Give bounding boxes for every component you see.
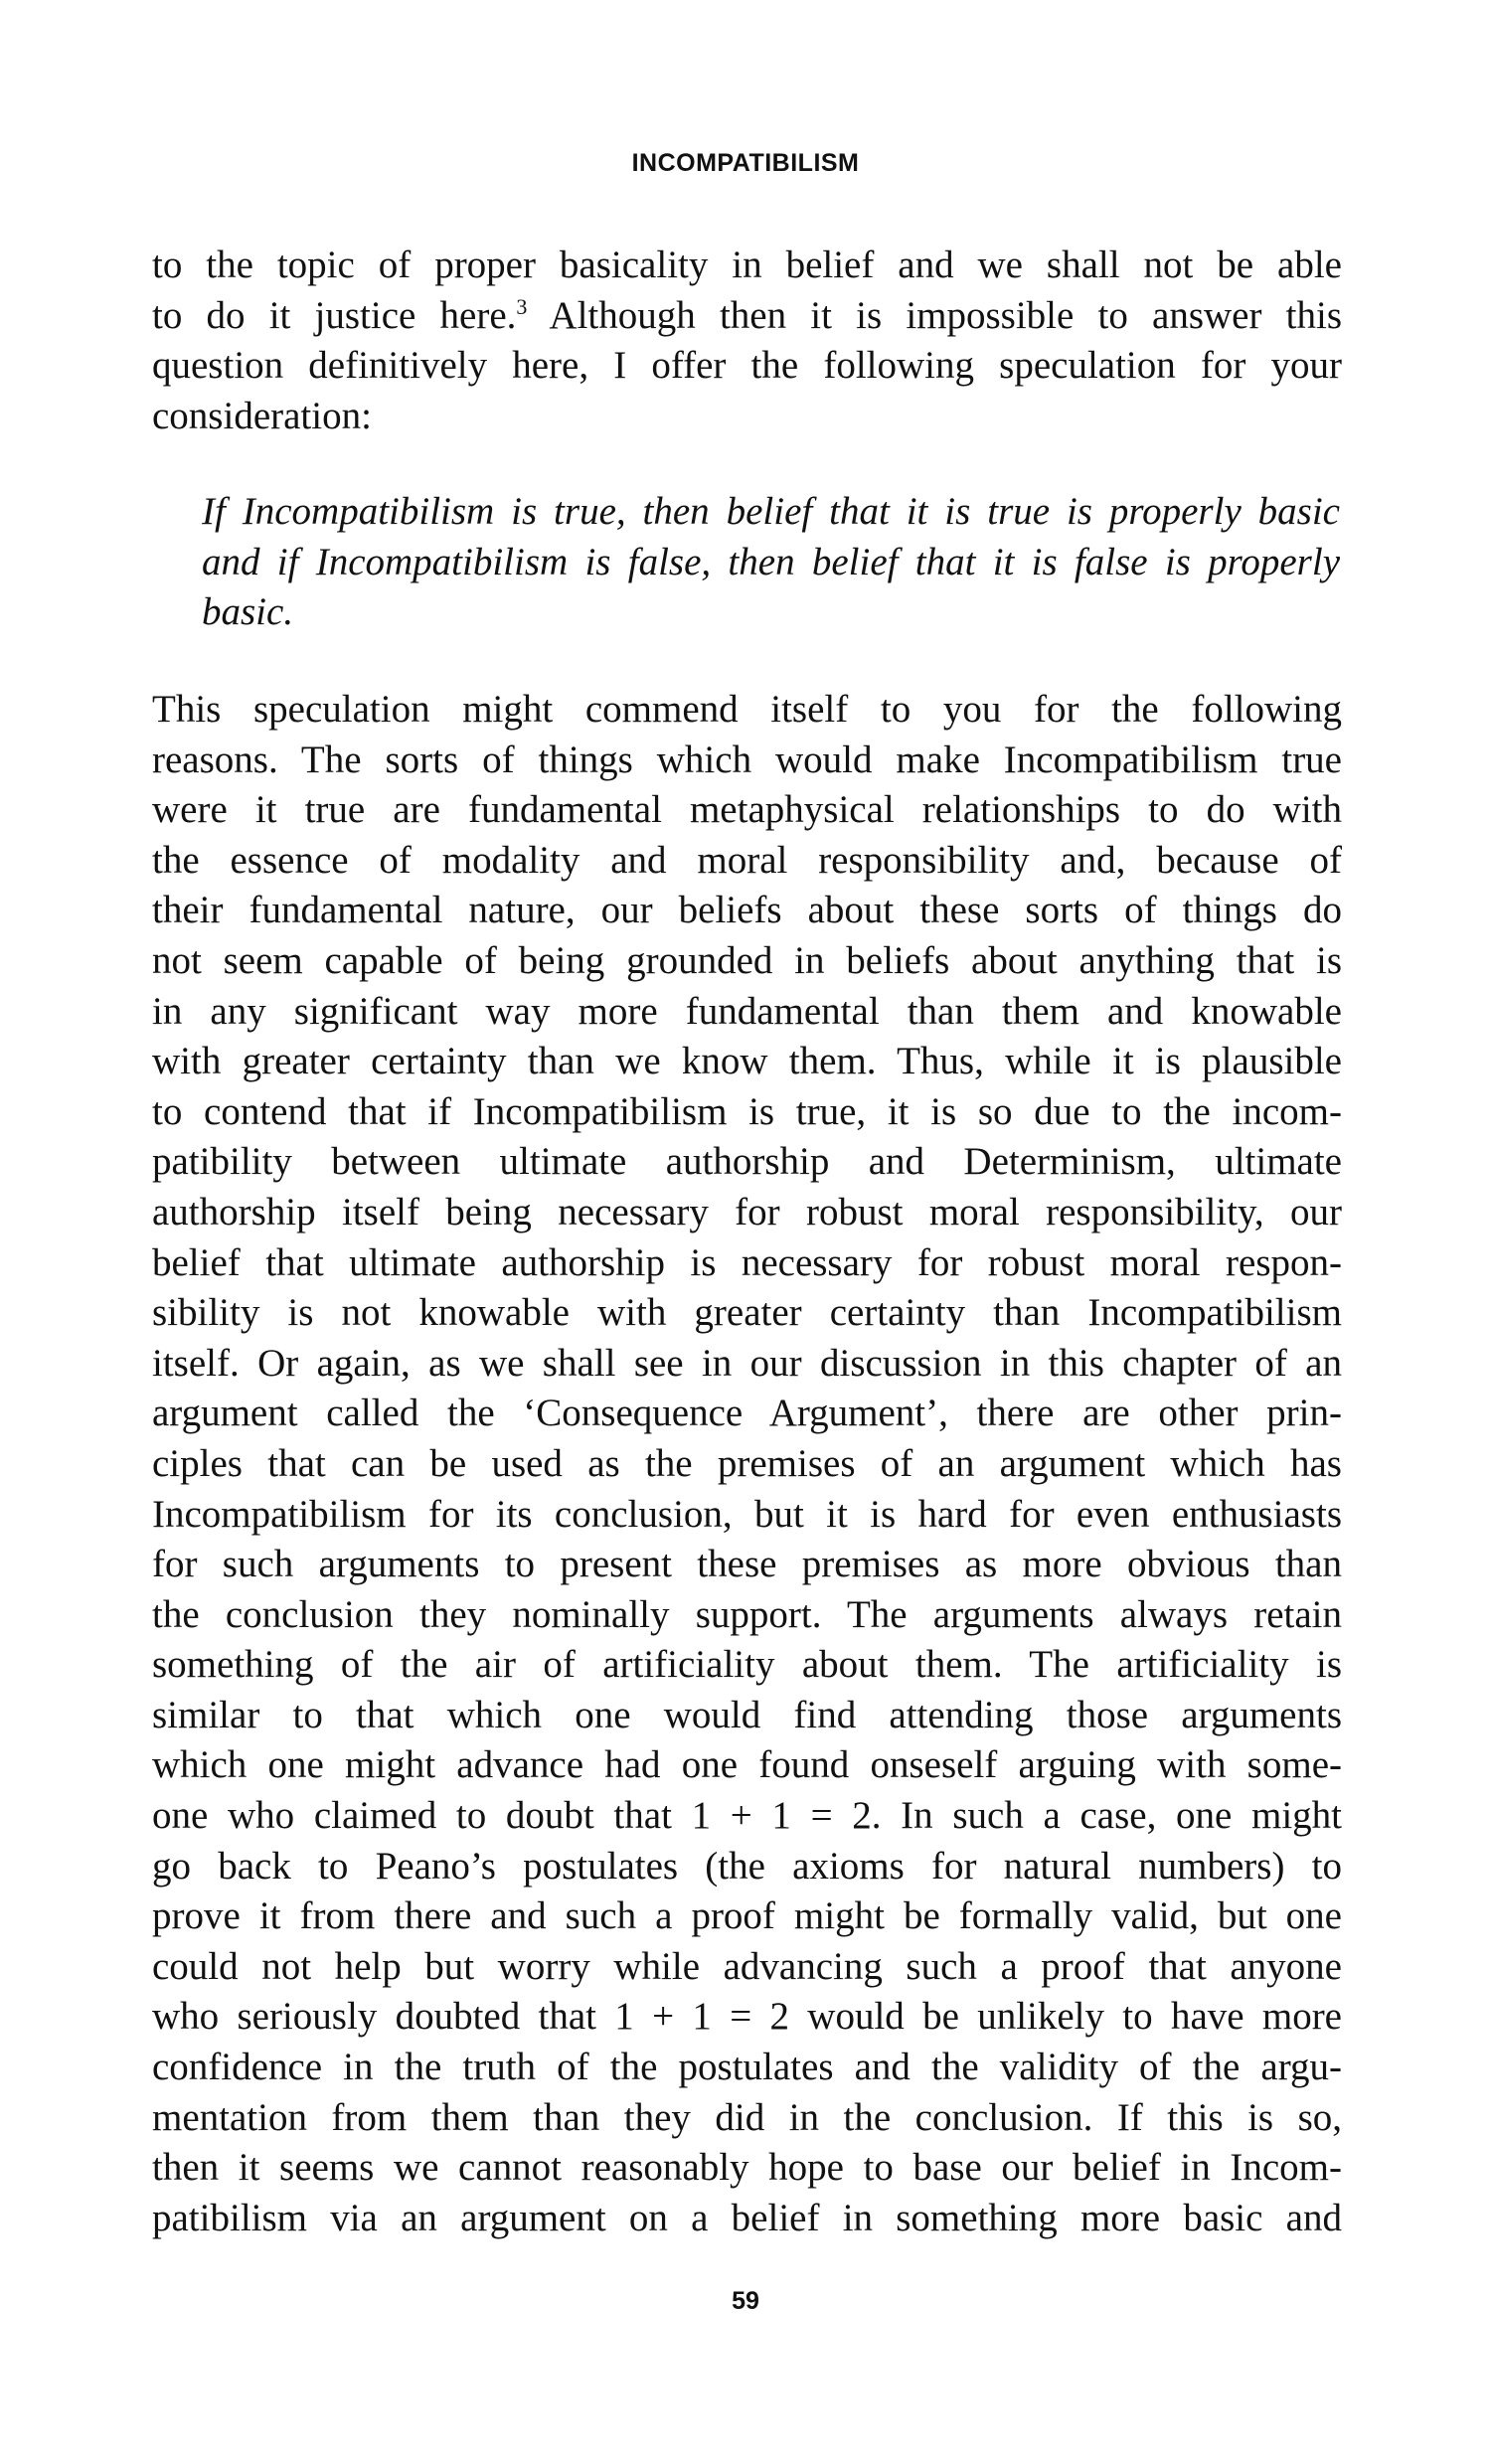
text-line: authorship itself being necessary for robust moral responsibility, our bbox=[152, 1190, 1342, 1233]
text-segment: to do it justice here. bbox=[152, 293, 517, 337]
text-line: patibilism via an argument on a belief in something more basic and bbox=[152, 2196, 1342, 2239]
text-line: then it seems we cannot reasonably hope to base our belief in Incom- bbox=[152, 2146, 1342, 2190]
text-line: not seem capable of being grounded in beliefs about anything that is bbox=[152, 938, 1342, 982]
text-line: were it true are fundamental metaphysical relationships to do with bbox=[152, 788, 1342, 832]
text-line: patibility between ultimate authorship and Determinism, ultimate bbox=[152, 1140, 1342, 1184]
text-line: sibility is not knowable with greater certainty than Incompatibilism bbox=[152, 1291, 1342, 1335]
text-line: the essence of modality and moral responsibility and, because of bbox=[152, 838, 1342, 882]
text-line: itself. Or again, as we shall see in our discussion in this chapter of an bbox=[152, 1341, 1342, 1385]
text-line: prove it from there and such a proof might be formally valid, but one bbox=[152, 1894, 1342, 1938]
text-line: belief that ultimate authorship is necessary for robust moral respon- bbox=[152, 1240, 1342, 1284]
text-line: consideration: bbox=[152, 394, 372, 437]
text-line: similar to that which one would find attending those arguments bbox=[152, 1693, 1342, 1736]
text-line: to the topic of proper basicality in belief and we shall not be able bbox=[152, 244, 1342, 286]
text-line: in any significant way more fundamental than them and knowable bbox=[152, 989, 1342, 1033]
text-line: which one might advance had one found onseself arguing with some- bbox=[152, 1743, 1342, 1787]
text-line: something of the air of artificiality about them. The artificiality is bbox=[152, 1643, 1342, 1687]
text-line: who seriously doubted that 1 + 1 = 2 would be unlikely to have more bbox=[152, 1995, 1342, 2039]
quote-line: basic. bbox=[202, 590, 294, 634]
text-line: This speculation might commend itself to you for the following bbox=[152, 688, 1342, 731]
text-line: confidence in the truth of the postulates and the validity of the argu- bbox=[152, 2046, 1342, 2089]
quote-line: If Incompatibilism is true, then belief that it is true is properly basic bbox=[202, 490, 1340, 533]
text-segment: Although then it is impossible to answer this bbox=[527, 293, 1343, 337]
text-line: Incompatibilism for its conclusion, but it is hard for even enthusiasts bbox=[152, 1492, 1342, 1536]
paragraph-main bbox=[152, 685, 1342, 2243]
text-line: question definitively here, I offer the following speculation for your bbox=[152, 344, 1342, 388]
running-head: INCOMPATIBILISM bbox=[631, 149, 860, 177]
text-line: go back to Peano’s postulates (the axioms for natural numbers) to bbox=[152, 1844, 1342, 1888]
text-line: their fundamental nature, our beliefs about these sorts of things do bbox=[152, 889, 1342, 932]
quote-line: and if Incompatibilism is false, then belief that it is false is properly bbox=[202, 540, 1340, 583]
text-line: could not help but worry while advancing such a proof that anyone bbox=[152, 1944, 1342, 1988]
text-line: with greater certainty than we know them. Thus, while it is plausible bbox=[152, 1040, 1342, 1083]
page-number: 59 bbox=[732, 2287, 759, 2315]
text-line: mentation from them than they did in the conclusion. If this is so, bbox=[152, 2095, 1342, 2139]
text-line: ciples that can be used as the premises of an argument which has bbox=[152, 1441, 1342, 1485]
text-line: argument called the ‘Consequence Argument’, there are other prin- bbox=[152, 1392, 1342, 1435]
paragraph-continued bbox=[152, 241, 1342, 441]
text-line: one who claimed to doubt that 1 + 1 = 2. In such a case, one might bbox=[152, 1794, 1342, 1838]
footnote-reference[interactable]: 3 bbox=[516, 293, 528, 319]
text-line bbox=[152, 291, 1342, 342]
text-line: the conclusion they nominally support. The arguments always retain bbox=[152, 1592, 1342, 1636]
text-line: for such arguments to present these premises as more obvious than bbox=[152, 1543, 1342, 1586]
text-line: reasons. The sorts of things which would make Incompatibilism true bbox=[152, 738, 1342, 781]
block-quote bbox=[202, 487, 1340, 638]
text-line: to contend that if Incompatibilism is true, it is so due to the incom- bbox=[152, 1089, 1342, 1133]
